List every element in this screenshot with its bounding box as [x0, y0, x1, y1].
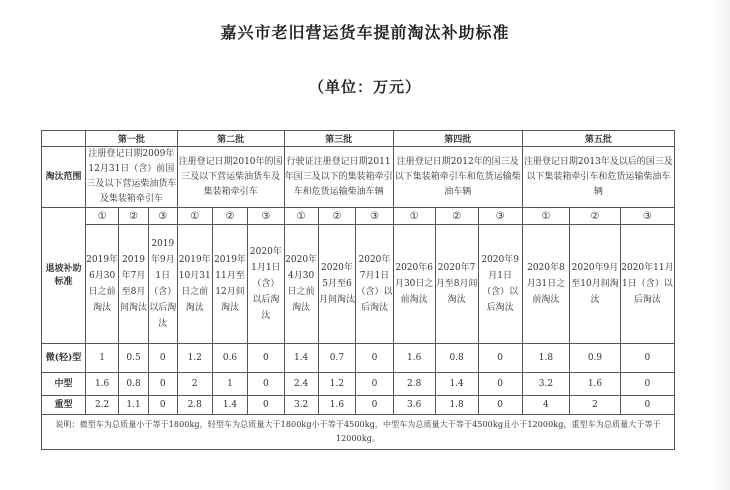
batch-header: 第五批	[522, 131, 674, 147]
table-row	[42, 344, 675, 373]
subsidy-value: 0	[478, 373, 522, 396]
vehicle-class-label: 中型	[42, 373, 86, 396]
period-cell: 2019年11月至12月间淘汰	[212, 225, 247, 344]
subsidy-value: 2.8	[177, 396, 212, 415]
period-cell: 2020年9月至10月间淘汰	[570, 225, 621, 344]
period-cell: 2020年7月1日（含）以后淘汰	[356, 225, 394, 344]
subsidy-value: 1	[212, 373, 247, 396]
period-number: ①	[522, 208, 569, 225]
subsidy-value: 1.4	[212, 396, 247, 415]
subsidy-value: 0.8	[119, 373, 149, 396]
circle-row	[42, 208, 675, 225]
subsidy-value: 1.6	[570, 373, 621, 396]
subsidy-value: 0	[148, 373, 177, 396]
subsidy-value: 0.8	[435, 344, 478, 373]
subsidy-value: 0	[620, 344, 674, 373]
subsidy-value: 0	[356, 344, 394, 373]
batch-header: 第二批	[177, 131, 284, 147]
subsidy-value: 4	[522, 396, 569, 415]
subsidy-value: 1.6	[318, 396, 355, 415]
page-edge-shadow	[712, 0, 730, 490]
period-number: ②	[570, 208, 621, 225]
subsidy-value: 0	[356, 396, 394, 415]
subsidy-value: 0	[148, 344, 177, 373]
period-cell: 2020年8月31日之前淘汰	[522, 225, 569, 344]
period-number: ①	[177, 208, 212, 225]
subsidy-value: 3.2	[284, 396, 318, 415]
subsidy-value: 0	[356, 373, 394, 396]
period-cell: 2019年7月至8月间淘汰	[119, 225, 149, 344]
period-cell: 2020年9月1日（含）以后淘汰	[478, 225, 522, 344]
subsidy-value: 0	[248, 373, 284, 396]
scope-label: 淘汰范围	[42, 147, 86, 208]
period-cell: 2020年4月30日之前淘汰	[284, 225, 318, 344]
period-cell: 2020年5月至6月间淘汰	[318, 225, 355, 344]
period-number: ③	[248, 208, 284, 225]
note-row	[42, 415, 675, 450]
subsidy-value: 0.9	[570, 344, 621, 373]
period-number: ①	[284, 208, 318, 225]
batch-header: 第一批	[86, 131, 178, 147]
subsidy-value: 0	[478, 396, 522, 415]
batch-header: 第四批	[393, 131, 522, 147]
period-cell: 2019年10月31日之前淘汰	[177, 225, 212, 344]
subsidy-value: 0	[620, 373, 674, 396]
subsidy-table	[41, 130, 675, 450]
scope-cell: 注册登记日期2009年12月31日（含）前国三及以下营运柴油货车及集装箱牵引车	[86, 147, 178, 208]
subsidy-value: 1.2	[177, 344, 212, 373]
subsidy-value: 0	[248, 396, 284, 415]
subsidy-value: 2	[177, 373, 212, 396]
subsidy-value: 0	[620, 396, 674, 415]
batch-header: 第三批	[284, 131, 393, 147]
period-number: ②	[119, 208, 149, 225]
subsidy-value: 1.2	[318, 373, 355, 396]
period-number: ③	[148, 208, 177, 225]
vehicle-class-label: 微(轻)型	[42, 344, 86, 373]
period-number: ②	[435, 208, 478, 225]
subsidy-value: 1.6	[393, 344, 435, 373]
vehicle-class-label: 重型	[42, 396, 86, 415]
subsidy-value: 3.2	[522, 373, 569, 396]
period-cell: 2020年6月30日之前淘汰	[393, 225, 435, 344]
scope-cell: 注册登记日期2013年及以后的国三及以下集装箱牵引车和危货运输柴油车辆	[522, 147, 674, 208]
unit-label: （单位：万元）	[308, 78, 421, 96]
table-note: 说明：微型车为总质量小于等于1800kg，轻型车为总质量大于1800kg小于等于4500kg，中型车为总质量大于等于4500kg且小于12000kg，重型车为总质量大于等于12000kg。	[42, 415, 675, 450]
period-cell: 2019年6月30日之前淘汰	[86, 225, 119, 344]
scope-cell: 行驶证注册登记日期2011年国三及以下的集装箱牵引车和危货运输柴油车辆	[284, 147, 393, 208]
period-number: ②	[318, 208, 355, 225]
subsidy-value: 3.6	[393, 396, 435, 415]
subsidy-value: 0	[148, 396, 177, 415]
subsidy-value: 1.8	[522, 344, 569, 373]
subsidy-value: 1.1	[119, 396, 149, 415]
subsidy-value: 1.4	[284, 344, 318, 373]
corner-cell	[42, 131, 86, 147]
subsidy-value: 1.4	[435, 373, 478, 396]
subsidy-value: 0	[478, 344, 522, 373]
period-number: ③	[620, 208, 674, 225]
standard-label: 退坡补助标准	[42, 208, 86, 344]
subsidy-value: 2	[570, 396, 621, 415]
subsidy-value: 1.8	[435, 396, 478, 415]
period-number: ①	[86, 208, 119, 225]
scope-row	[42, 147, 675, 208]
period-cell: 2019年9月1日（含）以后淘汰	[148, 225, 177, 344]
table-row	[42, 396, 675, 415]
period-cell: 2020年11月1日（含）以后淘汰	[620, 225, 674, 344]
scope-cell: 注册登记日期2012年的国三及以下集装箱牵引车和危货运输柴油车辆	[393, 147, 522, 208]
subsidy-value: 0.7	[318, 344, 355, 373]
period-number: ①	[393, 208, 435, 225]
subsidy-value: 2.2	[86, 396, 119, 415]
subsidy-value: 2.8	[393, 373, 435, 396]
scope-cell: 注册登记日期2010年的国三及以下营运柴油货车及集装箱牵引车	[177, 147, 284, 208]
subsidy-value: 0.6	[212, 344, 247, 373]
subsidy-value: 2.4	[284, 373, 318, 396]
period-cell: 2020年7月至8月间淘汰	[435, 225, 478, 344]
period-row	[42, 225, 675, 344]
page-title: 嘉兴市老旧营运货车提前淘汰补助标准	[220, 23, 510, 42]
table-row	[42, 373, 675, 396]
subsidy-value: 1.6	[86, 373, 119, 396]
batch-header-row	[42, 131, 675, 147]
period-cell: 2020年1月1日（含）以后淘汰	[248, 225, 284, 344]
period-number: ③	[478, 208, 522, 225]
period-number: ②	[212, 208, 247, 225]
subsidy-value: 0	[248, 344, 284, 373]
subsidy-value: 1	[86, 344, 119, 373]
subsidy-value: 0.5	[119, 344, 149, 373]
period-number: ③	[356, 208, 394, 225]
